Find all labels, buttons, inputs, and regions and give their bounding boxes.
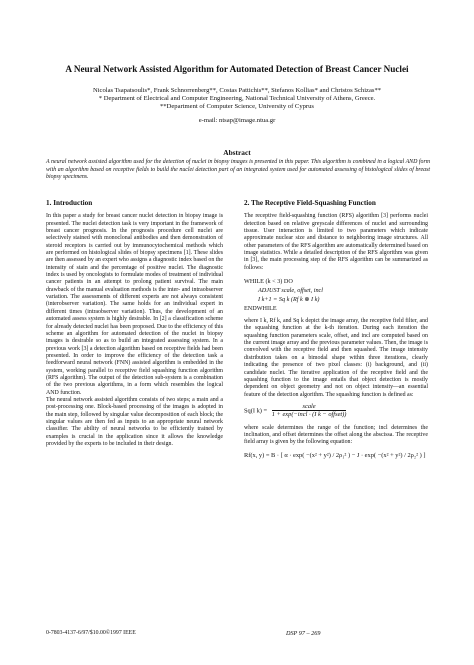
email-line: e-mail: ntsap@image.ntua.gr <box>198 116 276 124</box>
squash-denominator: 1 + exp(−incl · (I k − offset)) <box>271 411 347 419</box>
author-block <box>20 87 454 125</box>
left-column <box>46 200 223 448</box>
rfs-paragraph-1: The receptive field-squashing function (RFS) algorithm [3] performs nuclei detection based on relative greyscale differences of nuclei and surrounding tissue. User interaction is limited to two parameters which indicate approximate nuclear size and distance to neighboring image structures. All other parameters of the RFS algorithm are automatically determined based on image statistics. While a detailed description of the RFS algorithm was given in [3], the main processing step of the RFS algorithm can be summarized as follows: <box>244 213 428 271</box>
footer-copyright: 0-7803-4137-6/97/$10.00©1997 IEEE <box>46 630 136 636</box>
footer-page-number: DSP 97 – 269 <box>286 630 321 637</box>
section-2-heading: 2. The Receptive Field-Squashing Function <box>244 199 376 207</box>
intro-paragraph-2: The neural network assisted algorithm consists of two steps; a main and a post-processing one. Block-based processing of the images is adopted in the main step, followed by singular value decomposition of each block; the singular values are then fed as inputs to an appropriate neural network classifier. The ability of neural networks to be efficiently trained by examples is crucial in the application since it allows the knowledge provided by the experts to be included in their design. <box>46 396 224 447</box>
squashing-equation <box>244 403 428 419</box>
squash-lhs: Sq(I k) = <box>244 407 268 415</box>
abstract-text: A neural network assisted algorithm used for the detection of nuclei in biopsy images is presented in this paper. This algorithm is combined in a logical AND form with an algorithm based on receptive fields to build the nuclei detection part of an integrated system used for automated assessing of histological slides of breast biopsy specimens. <box>46 159 430 180</box>
section-1-heading: 1. Introduction <box>46 199 93 207</box>
right-column <box>244 200 428 465</box>
algorithm-block <box>244 277 428 313</box>
rfs-paragraph-3: where scale determines the range of the function; incl determines the inclination, and offset determines the offset along the abscissa. The receptive field array is given by the following equation: <box>244 424 428 446</box>
algo-line-2: ADJUST scale, offset, incl <box>258 287 324 295</box>
affiliation-2: **Department of Computer Science, University of Cyprus <box>159 103 314 111</box>
paper-title: A Neural Network Assisted Algorithm for Automated Detection of Breast Cancer Nuclei <box>65 64 409 74</box>
squash-fraction <box>272 403 347 419</box>
intro-paragraph-1: In this paper a study for breast cancer nuclei detection in biopsy image is presented. The nuclei detection task is very important in the framework of breast cancer prognosis. In the prognosis procedure cell nuclei are selectively stained with monoclonal antibodies and then demonstration of steroid receptors is carried out by immunocytochemical methods which are performed on histological slides of biopsy specimens [1]. These slides are then assessed by an expert who assigns a diagnostic index based on the intensity of stain and the percentage of positive nuclei. The diagnostic index is used by oncologists to formulate modes of treatment of individual cancer patients in an attempt to prolong patient survival. The main drawback of the manual evaluation methods is the inter- and intraobserver variation. The assessments of different experts are not always consistent (interobserver variation). The same holds for an individual expert in different times (intraobserver variation). Thus, the development of an automated assess system is highly desirable. In [2] a classification scheme for already detected nuclei has been proposed. Due to the efficiency of this scheme an algorithm for automated detection of the nuclei in biopsy images is desirable so as to build an integrated assessing system. In a previous work [3] a detection algorithm based on receptive fields had been presented. In order to improve the efficiency of the detection task a feedforward neural network (FNN) assisted algorithm is embedded in the system, working parallel to receptive field squashing function algorithm (RFS algorithm). The output of the detection sub-system is a combination of the two previous algorithms, in a form which resembles the logical AND function. <box>46 213 223 396</box>
receptive-field-equation: Rf(x, y) = B · [ α · exp( −(x² + y²) / 2ρ₁² ) − J · exp( −(x² + y²) / 2ρ₂² ) ] <box>244 451 426 459</box>
authors-line: Nicolas Tsapatsoulis*, Frank Schnorrenberg**, Costas Pattichis**, Stefanos Kollias* and Christos Schizas** <box>92 87 382 94</box>
algo-line-1: WHILE (k < 3) DO <box>244 278 293 286</box>
affiliation-1: * Department of Electrical and Computer Engineering, National Technical University of Athens, Greece. <box>98 95 376 103</box>
abstract-heading: Abstract <box>223 148 251 157</box>
algo-line-3: I k+1 = Sq k (Rf k ⊗ I k) <box>258 296 320 304</box>
algo-line-4: ENDWHILE <box>244 305 277 313</box>
rfs-paragraph-2: where I k, Rf k, and Sq k depict the image array, the receptive field filter, and the squashing function at the k-th iteration. During each iteration the squashing function parameters scale, offset, and incl are computed based on the current image array and the previous parameter values. Then, the image is convolved with the receptive field and then squashed. The image intensity distribution takes on a bimodal shape within three iterations, clearly indicating the presence of two pixel classes: (i) background, and (ii) candidate nuclei. The iterative application of the receptive field and the squashing function to the image entails that object detection is mostly dependent on object geometry and not on object intensity—an essential feature of the detection algorithm. The squashing function is defined as: <box>244 318 428 398</box>
squash-numerator: scale <box>272 403 347 411</box>
